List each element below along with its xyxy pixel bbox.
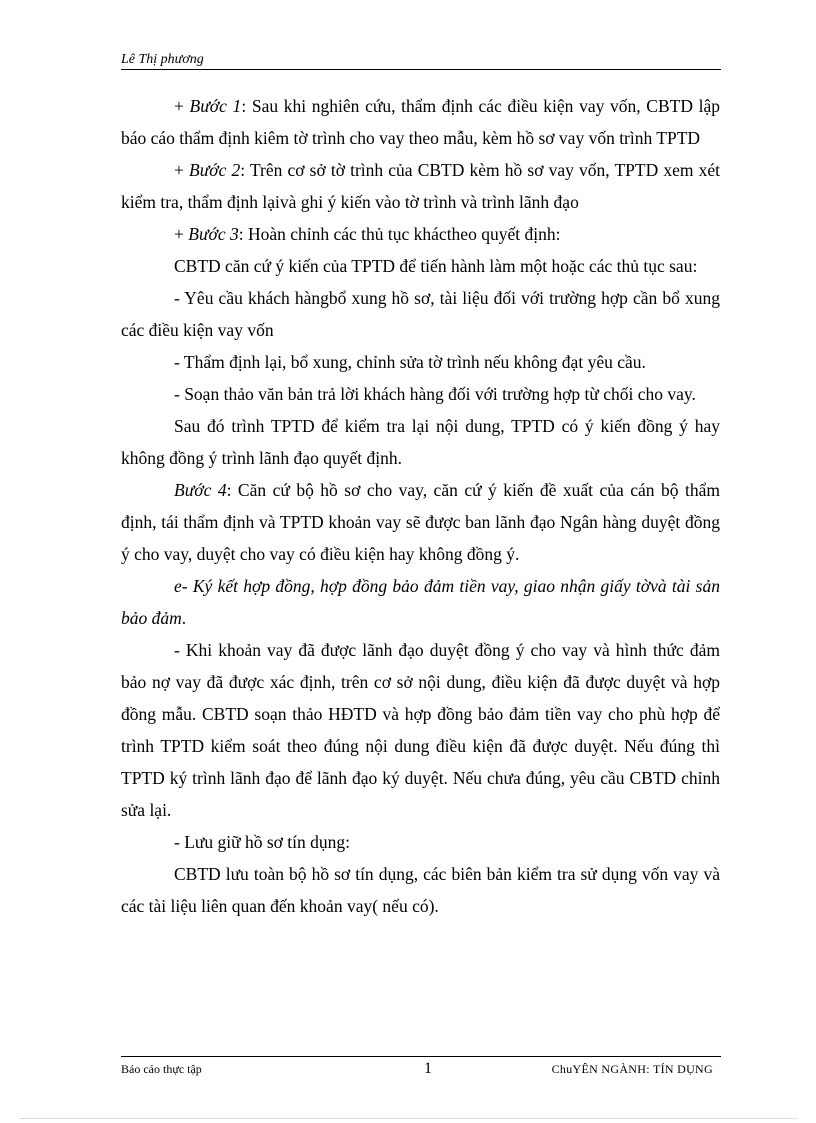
paragraph: CBTD lưu toàn bộ hồ sơ tín dụng, các biên bản kiểm tra sử dụng vốn vay và các tài liệu liên quan đến khoản vay( nếu có). xyxy=(121,864,720,916)
paragraph-bullet: - Soạn thảo văn bản trả lời khách hàng đối với trường hợp từ chối cho vay. xyxy=(174,384,696,404)
paragraph-step-4: Bước 4: Căn cứ bộ hồ sơ cho vay, căn cứ ý kiến đề xuất của cán bộ thẩm định, tái thẩm định và TPTD khoản vay sẽ được ban lãnh đạo Ngân hàng duyệt đồng ý cho vay, duyệt cho vay có điều kiện hay không đồng ý. xyxy=(121,480,721,564)
paragraph-bullet: - Thẩm định lại, bổ xung, chỉnh sửa tờ trình nếu không đạt yêu cầu. xyxy=(174,352,646,372)
step-label: Bước 4 xyxy=(174,480,227,500)
step-label: Bước 2 xyxy=(189,160,241,180)
step-label: Bước 1 xyxy=(189,96,242,116)
section-heading: e- Ký kết hợp đồng, hợp đồng bảo đảm tiền vay, giao nhận giấy tờvà tài sản bảo đảm. xyxy=(121,576,720,628)
paragraph-step-3: + Bước 3: Hoàn chỉnh các thủ tục kháctheo quyết định: xyxy=(174,224,561,244)
paragraph: CBTD căn cứ ý kiến của TPTD để tiến hành làm một hoặc các thủ tục sau: xyxy=(174,256,698,276)
paragraph-bullet: - Yêu cầu khách hàngbổ xung hồ sơ, tài liệu đối với trường hợp cần bổ xung các điều kiện vay vốn xyxy=(121,288,720,340)
paragraph: Sau đó trình TPTD để kiểm tra lại nội dung, TPTD có ý kiến đồng ý hay không đồng ý trình lãnh đạo quyết định. xyxy=(121,416,720,468)
paragraph-bullet: - Lưu giữ hồ sơ tín dụng: xyxy=(174,832,350,852)
paragraph-step-2: + Bước 2: Trên cơ sở tờ trình của CBTD kèm hồ sơ vay vốn, TPTD xem xét kiểm tra, thẩm định lạivà ghi ý kiến vào tờ trình và trình lãnh đạo xyxy=(121,160,720,212)
page-header xyxy=(121,50,721,70)
page-boundary-divider xyxy=(20,1118,796,1119)
paragraph-step-1: + Bước 1: Sau khi nghiên cứu, thẩm định các điều kiện vay vốn, CBTD lập báo cáo thẩm định kiêm tờ trình cho vay theo mẫu, kèm hồ sơ vay vốn trình TPTD xyxy=(121,96,721,148)
document-body xyxy=(121,90,720,922)
author-name: Lê Thị phương xyxy=(121,52,204,67)
paragraph-bullet: - Khi khoản vay đã được lãnh đạo duyệt đồng ý cho vay và hình thức đảm bảo nợ vay đã được xác định, trên cơ sở nội dung, điều kiện đã được duyệt và hợp đồng mẫu. CBTD soạn thảo HĐTD và hợp đồng bảo đảm tiền vay cho phù hợp để trình TPTD kiểm soát theo đúng nội dung điều kiện đã được duyệt. Nếu đúng thì TPTD ký trình lãnh đạo để lãnh đạo ký duyệt. Nếu chưa đúng, yêu cầu CBTD chỉnh sửa lại. xyxy=(121,640,720,820)
footer-report-label: Báo cáo thực tập xyxy=(121,1062,202,1076)
page-footer xyxy=(121,1056,721,1079)
footer-major-label: ChuYÊN NGÀNH: TÍN DỤNG xyxy=(551,1062,713,1076)
step-label: Bước 3 xyxy=(188,224,239,244)
page-number: 1 xyxy=(424,1060,432,1077)
